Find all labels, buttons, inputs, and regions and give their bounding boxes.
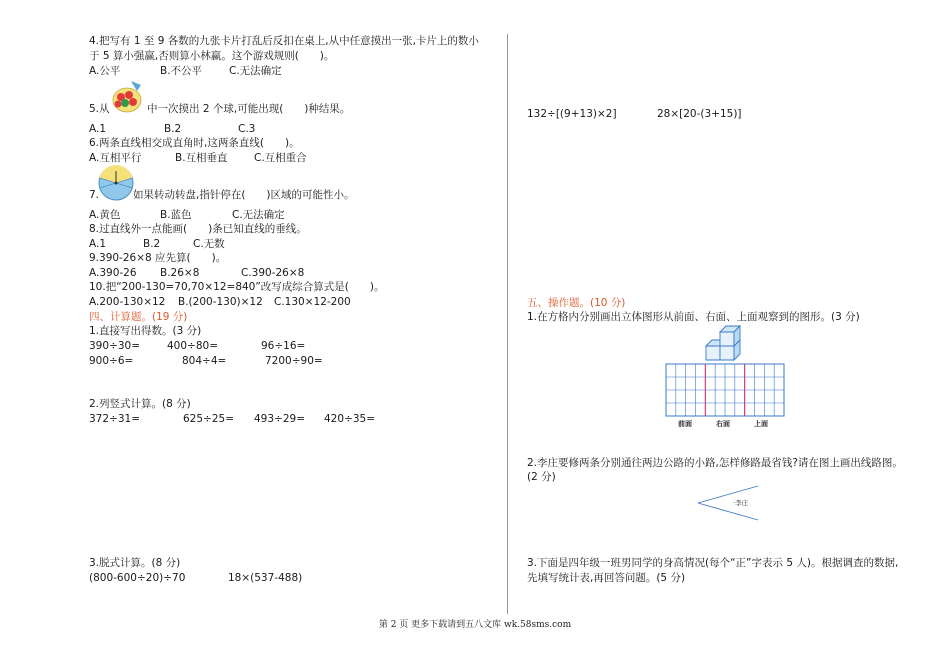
q10-text: 10.把“200-130=70,70×12=840”改写成综合算式是( )。 [89,281,385,293]
q6-text: 6.两条直线相交成直角时,这两条直线( )。 [89,137,300,149]
q6-option-b: B.互相垂直 [175,152,228,164]
q5-option-c: C.3 [238,123,256,135]
q10-option-c: C.130×12-200 [274,296,351,308]
view-label-front: 前面 [678,420,692,428]
calc2-item: 372÷31= [89,413,140,425]
q9-text: 9.390-26×8 应先算( )。 [89,252,227,264]
view-label-right: 右面 [716,420,730,428]
calc2-item: 493÷29= [254,413,305,425]
op2-line2: (2 分) [527,471,556,483]
q5-prefix: 5.从 [89,103,110,115]
view-label-top: 上面 [754,420,768,428]
section-4-title: 四、计算题。(19 分) [89,311,188,323]
q7-option-c: C.无法确定 [232,209,285,221]
calc3-item: 132÷[(9+13)×2] [527,108,617,120]
calc1-item: 96÷16= [261,340,306,352]
page-footer: 第 2 页 更多下载请到五八文库 wk.58sms.com [378,620,572,630]
section-5-title: 五、操作题。(10 分) [527,297,626,309]
q10-option-b: B.(200-130)×12 [178,296,263,308]
q9-option-a: A.390-26 [89,267,137,279]
calc1-title: 1.直接写出得数。(3 分) [89,325,202,337]
q5-option-b: B.2 [164,123,182,135]
q8-option-c: C.无数 [193,238,225,250]
road-angle-figure[interactable] [697,485,759,521]
q7-suffix: 如果转动转盘,指针停在( )区域的可能性小。 [133,189,355,201]
calc2-item: 625÷25= [183,413,234,425]
q6-option-a: A.互相平行 [89,152,142,164]
calc1-item: 7200÷90= [265,355,323,367]
q5-suffix: 中一次摸出 2 个球,可能出现( )种结果。 [147,103,351,115]
q4-option-a: A.公平 [89,65,121,77]
q4-line1: 4.把写有 1 至 9 各数的九张卡片打乱后反扣在桌上,从中任意摸出一张,卡片上的数小 [89,35,479,47]
calc1-item: 900÷6= [89,355,134,367]
calc3-item: 18×(537-488) [228,572,303,584]
calc3-item: (800-600÷20)÷70 [89,572,186,584]
q4-option-b: B.不公平 [160,65,203,77]
calc2-item: 420÷35= [324,413,375,425]
q6-option-c: C.互相重合 [254,152,307,164]
q7-option-b: B.蓝色 [160,209,192,221]
calc1-item: 390÷30= [89,340,140,352]
op3-line1: 3.下面是四年级一班男同学的身高情况(每个“正”字表示 5 人)。根据调查的数据, [527,557,899,569]
q9-option-b: B.26×8 [160,267,200,279]
calc1-item: 804÷4= [182,355,227,367]
q9-option-c: C.390-26×8 [241,267,305,279]
q7-prefix: 7. [89,189,100,201]
calc3-item: 28×[20-(3+15)] [657,108,742,120]
calc3-title: 3.脱式计算。(8 分) [89,557,181,569]
q7-option-a: A.黄色 [89,209,121,221]
q5-option-a: A.1 [89,123,107,135]
q8-option-a: A.1 [89,238,107,250]
column-divider [507,34,508,614]
q10-option-a: A.200-130×12 [89,296,166,308]
ball-bag-icon [109,79,145,115]
q8-text: 8.过直线外一点能画( )条已知直线的垂线。 [89,223,307,235]
op1-title: 1.在方格内分别画出立体图形从前面、右面、上面观察到的图形。(3 分) [527,311,860,323]
q4-option-c: C.无法确定 [229,65,282,77]
spinner-icon [98,165,134,201]
calc1-item: 400÷80= [167,340,218,352]
op2-line1: 2.李庄要修两条分别通往两边公路的小路,怎样修路最省钱?请在图上画出线路图。 [527,457,903,469]
op3-line2: 先填写统计表,再回答问题。(5 分) [527,572,686,584]
cube-stack-figure [700,324,748,364]
village-label: ·李庄 [733,499,749,507]
q8-option-b: B.2 [143,238,161,250]
calc2-title: 2.列竖式计算。(8 分) [89,398,191,410]
q4-line2: 于 5 算小强赢,否则算小林赢。这个游戏规则( )。 [89,50,335,62]
drawing-grid[interactable] [666,364,784,416]
